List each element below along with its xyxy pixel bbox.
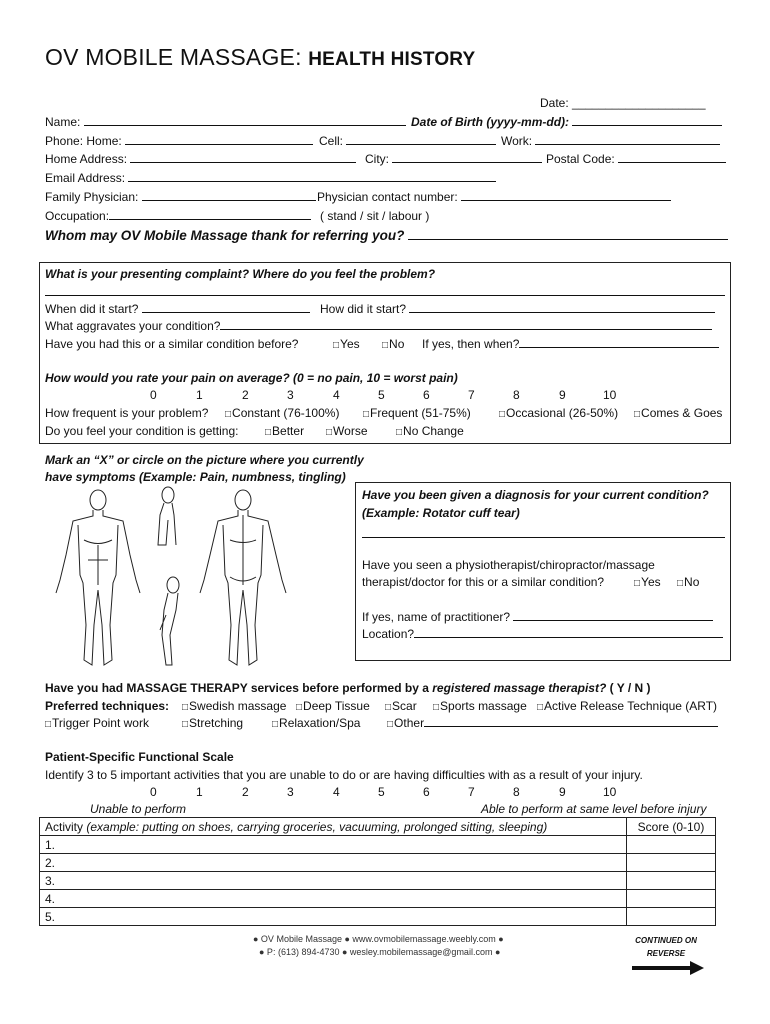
freq-constant-checkbox[interactable]: □ Constant (76-100%) xyxy=(225,406,339,422)
pain-scale-0[interactable]: 0 xyxy=(150,388,157,402)
activity-table xyxy=(39,817,716,926)
swedish-checkbox[interactable]: □ Swedish massage xyxy=(182,699,286,715)
page-title: OV MOBILE MASSAGE: HEALTH HISTORY xyxy=(45,44,476,70)
occupation-field[interactable] xyxy=(45,209,311,223)
psfs-scale-4[interactable]: 4 xyxy=(333,785,340,799)
had-before-label: Have you had this or a similar condition before? xyxy=(45,337,299,351)
home-address-field[interactable] xyxy=(45,152,356,166)
table-row[interactable] xyxy=(40,854,716,872)
if-yes-when-field[interactable] xyxy=(422,337,719,351)
massage-question: Have you had MASSAGE THERAPY services before performed by a registered massage therapist? ( Y / N ) xyxy=(45,681,651,695)
referral-field[interactable] xyxy=(45,228,728,244)
footer-line-2: ● P: (613) 894-4730 ● wesley.mobilemassage@gmail.com ● xyxy=(259,947,501,957)
psfs-unable-label: Unable to perform xyxy=(90,802,187,816)
activity-header: Activity (example: putting on shoes, carrying groceries, vacuuming, prolonged sitting, sleeping) xyxy=(40,818,627,836)
worse-checkbox[interactable]: □ Worse xyxy=(326,424,368,440)
home-address-label: Home Address: xyxy=(45,152,128,166)
back-body-figure[interactable] xyxy=(200,490,286,665)
complaint-question: What is your presenting complaint? Where do you feel the problem? xyxy=(45,267,436,281)
email-field[interactable] xyxy=(45,171,496,185)
frequency-label: How frequent is your problem? xyxy=(45,406,209,420)
better-checkbox[interactable]: □ Better xyxy=(265,424,304,440)
location-field[interactable] xyxy=(362,627,723,641)
arrow-right-icon xyxy=(632,961,704,975)
activity-cell[interactable]: 2. xyxy=(40,854,627,872)
freq-frequent-checkbox[interactable]: □ Frequent (51-75%) xyxy=(363,406,471,422)
activity-table-header xyxy=(40,818,716,836)
physio-question-2: therapist/doctor for this or a similar condition? xyxy=(362,575,605,589)
body-chart[interactable] xyxy=(48,485,348,675)
table-row[interactable] xyxy=(40,836,716,854)
name-field[interactable] xyxy=(45,115,406,129)
diagnosis-answer-line[interactable] xyxy=(362,524,725,538)
pain-scale-1[interactable]: 1 xyxy=(196,388,203,402)
score-header: Score (0-10) xyxy=(627,818,716,836)
psfs-heading: Patient-Specific Functional Scale xyxy=(45,750,234,764)
aggravates-label: What aggravates your condition? xyxy=(45,319,221,333)
how-start-label: How did it start? xyxy=(320,302,407,316)
when-start-label: When did it start? xyxy=(45,302,139,316)
phone-home-field[interactable] xyxy=(45,134,313,148)
score-cell[interactable] xyxy=(627,872,716,890)
freq-occasional-checkbox[interactable]: □ Occasional (26-50%) xyxy=(499,406,618,422)
physician-label: Family Physician: xyxy=(45,190,139,204)
psfs-scale-9[interactable]: 9 xyxy=(559,785,566,799)
side-body-figure-top[interactable] xyxy=(158,487,176,545)
reverse-label: REVERSE xyxy=(646,949,686,958)
score-cell[interactable] xyxy=(627,836,716,854)
physician-field[interactable] xyxy=(45,190,316,204)
pain-scale-10[interactable]: 10 xyxy=(603,388,617,402)
psfs-scale-5[interactable]: 5 xyxy=(378,785,385,799)
psfs-scale-10[interactable]: 10 xyxy=(603,785,617,799)
when-start-field[interactable] xyxy=(45,302,310,316)
continued-label: CONTINUED ON xyxy=(635,936,697,945)
physician-contact-field[interactable] xyxy=(317,190,671,204)
had-before-yes-checkbox[interactable]: □ Yes xyxy=(333,337,360,353)
postal-code-field[interactable] xyxy=(546,152,726,166)
deep-tissue-checkbox[interactable]: □ Deep Tissue xyxy=(296,699,370,715)
work-label: Work: xyxy=(501,134,533,148)
complaint-answer-line[interactable] xyxy=(45,284,725,296)
pain-question: How would you rate your pain on average? (0 = no pain, 10 = worst pain) xyxy=(45,371,458,385)
score-cell[interactable] xyxy=(627,908,716,926)
pain-scale-3[interactable]: 3 xyxy=(287,388,294,402)
how-start-field[interactable] xyxy=(320,302,715,316)
occupation-label: Occupation: xyxy=(45,209,110,223)
name-label: Name: xyxy=(45,115,81,129)
practitioner-label: If yes, name of practitioner? xyxy=(362,610,511,624)
pain-scale-7[interactable]: 7 xyxy=(468,388,475,402)
practitioner-field[interactable] xyxy=(362,610,713,624)
body-chart-instruction-2: have symptoms (Example: Pain, numbness, tingling) xyxy=(45,470,346,484)
psfs-able-label: Able to perform at same level before injury xyxy=(481,802,707,816)
pain-scale-5[interactable]: 5 xyxy=(378,388,385,402)
table-row[interactable] xyxy=(40,890,716,908)
psfs-scale-8[interactable]: 8 xyxy=(513,785,520,799)
sports-checkbox[interactable]: □ Sports massage xyxy=(433,699,527,715)
body-chart-instruction-1: Mark an “X” or circle on the picture where you currently xyxy=(45,453,364,467)
phone-home-label: Phone: Home: xyxy=(45,134,122,148)
condition-label: Do you feel your condition is getting: xyxy=(45,424,239,438)
score-cell[interactable] xyxy=(627,890,716,908)
stretching-checkbox[interactable]: □ Stretching xyxy=(182,716,243,732)
table-row[interactable] xyxy=(40,872,716,890)
front-body-figure[interactable] xyxy=(56,490,140,665)
psfs-scale-0[interactable]: 0 xyxy=(150,785,157,799)
trigger-point-checkbox[interactable]: □ Trigger Point work xyxy=(45,716,149,732)
footer-line-1: ● OV Mobile Massage ● www.ovmobilemassage.weebly.com ● xyxy=(253,934,504,944)
pain-scale-8[interactable]: 8 xyxy=(513,388,520,402)
pain-scale-4[interactable]: 4 xyxy=(333,388,340,402)
psfs-scale-2[interactable]: 2 xyxy=(242,785,249,799)
dob-field[interactable] xyxy=(411,115,722,129)
pain-scale-2[interactable]: 2 xyxy=(242,388,249,402)
had-before-no-checkbox[interactable]: □ No xyxy=(382,337,404,353)
physio-yes-checkbox[interactable]: □ Yes xyxy=(634,575,661,591)
diagnosis-question-2: (Example: Rotator cuff tear) xyxy=(362,506,520,520)
if-yes-when-label: If yes, then when? xyxy=(422,337,520,351)
location-label: Location? xyxy=(362,627,415,641)
pain-scale-6[interactable]: 6 xyxy=(423,388,430,402)
psfs-scale-3[interactable]: 3 xyxy=(287,785,294,799)
occupation-options: ( stand / sit / labour ) xyxy=(320,209,430,223)
postal-code-label: Postal Code: xyxy=(546,152,615,166)
physio-question-1: Have you seen a physiotherapist/chiropractor/massage xyxy=(362,558,655,572)
pain-scale-9[interactable]: 9 xyxy=(559,388,566,402)
city-label: City: xyxy=(365,152,389,166)
psfs-instruction: Identify 3 to 5 important activities that you are unable to do or are having difficulties with as a result of your injury. xyxy=(45,768,643,782)
no-change-checkbox[interactable]: □ No Change xyxy=(396,424,464,440)
other-checkbox[interactable] xyxy=(387,716,718,732)
physio-no-checkbox[interactable]: □ No xyxy=(677,575,699,591)
email-label: Email Address: xyxy=(45,171,126,185)
activity-cell[interactable]: 1. xyxy=(40,836,627,854)
date-field[interactable]: Date: ____________________ xyxy=(540,96,706,110)
physician-contact-label: Physician contact number: xyxy=(317,190,458,204)
activity-cell[interactable]: 3. xyxy=(40,872,627,890)
cell-field[interactable] xyxy=(319,134,496,148)
freq-comes-goes-checkbox[interactable]: □ Comes & Goes xyxy=(634,406,722,422)
activity-cell[interactable]: 5. xyxy=(40,908,627,926)
table-row[interactable] xyxy=(40,908,716,926)
preferred-techniques-label: Preferred techniques: xyxy=(45,699,170,713)
scar-checkbox[interactable]: □ Scar xyxy=(385,699,417,715)
score-cell[interactable] xyxy=(627,854,716,872)
activity-cell[interactable]: 4. xyxy=(40,890,627,908)
other-label: Other xyxy=(394,716,425,730)
psfs-scale-7[interactable]: 7 xyxy=(468,785,475,799)
psfs-scale-1[interactable]: 1 xyxy=(196,785,203,799)
psfs-scale-6[interactable]: 6 xyxy=(423,785,430,799)
aggravates-field[interactable] xyxy=(45,319,712,333)
side-body-figure-bottom[interactable] xyxy=(160,577,179,665)
art-checkbox[interactable]: □ Active Release Technique (ART) xyxy=(537,699,717,715)
city-field[interactable] xyxy=(365,152,542,166)
relaxation-checkbox[interactable]: □ Relaxation/Spa xyxy=(272,716,360,732)
cell-label: Cell: xyxy=(319,134,344,148)
referral-label: Whom may OV Mobile Massage thank for referring you? xyxy=(45,228,405,243)
diagnosis-question-1: Have you been given a diagnosis for your current condition? xyxy=(362,488,709,502)
work-field[interactable] xyxy=(501,134,720,148)
dob-label: Date of Birth (yyyy-mm-dd): xyxy=(411,115,570,129)
